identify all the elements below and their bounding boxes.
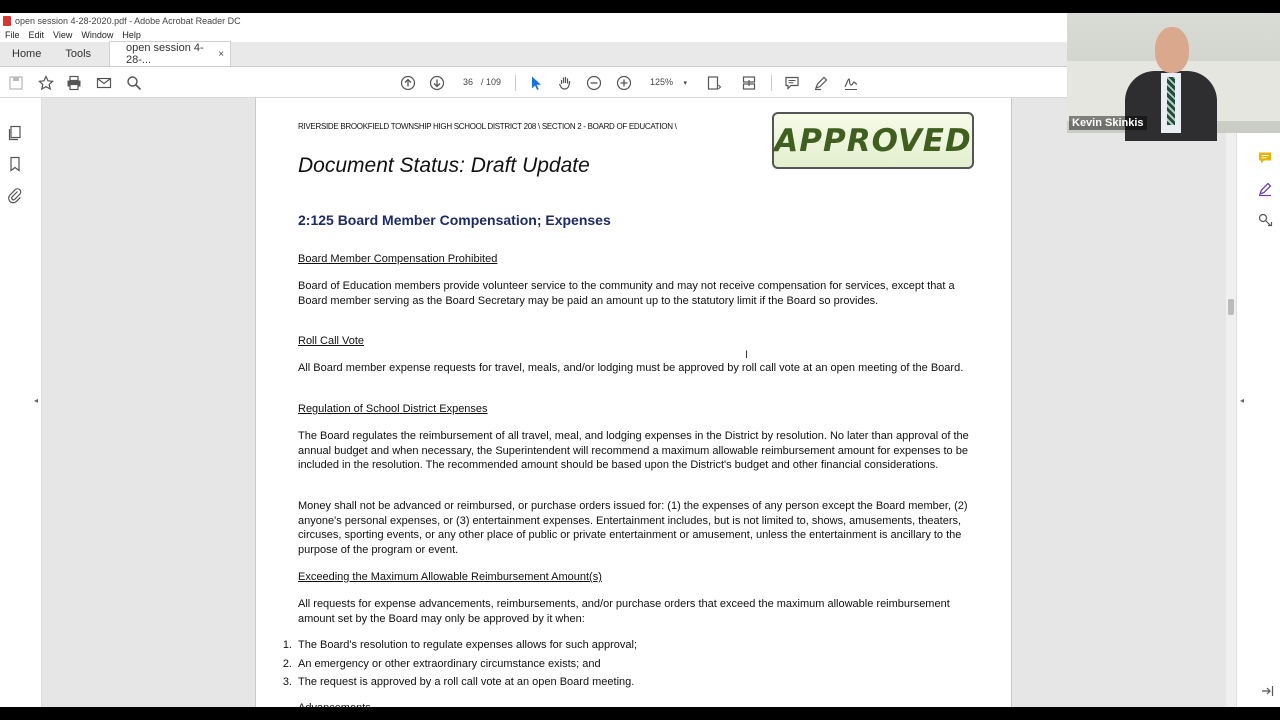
- letterbox-top: [0, 0, 1280, 13]
- chevron-down-icon: ▾: [683, 80, 688, 87]
- bookmark-star-icon[interactable]: [36, 73, 56, 93]
- collapse-right-pane-icon[interactable]: ◂: [1240, 396, 1245, 405]
- zoom-level-value: 125%: [650, 77, 674, 87]
- close-tab-icon[interactable]: ×: [218, 48, 225, 60]
- policy-title: 2:125 Board Member Compensation; Expenses: [298, 212, 611, 228]
- sign-icon[interactable]: [841, 73, 861, 93]
- menu-edit[interactable]: Edit: [28, 30, 45, 40]
- fill-sign-icon[interactable]: [1257, 181, 1273, 197]
- menu-view[interactable]: View: [53, 30, 73, 40]
- menu-help[interactable]: Help: [122, 30, 141, 40]
- attachments-icon[interactable]: [7, 187, 23, 203]
- section-paragraph: Money shall not be advanced or reimbursed, or purchase orders issued for: (1) the expenses of any person except the Board member, (2) anyone's personal expenses, or (3) entertainment expenses. Entertainment includes, but is not limited to, shows, amusements, theaters, circuses, sporting events, or any other place of public or private entertainment or amusement, unless the entertainment is ancillary to the purpose of the program or event.: [298, 500, 968, 556]
- zoom-level-select[interactable]: [644, 75, 690, 90]
- previous-page-icon[interactable]: [398, 73, 418, 93]
- page-number-input[interactable]: 36: [462, 77, 473, 87]
- list-text: The Board's resolution to regulate expenses allows for such approval;: [298, 639, 638, 651]
- page-count: / 109: [481, 77, 502, 87]
- scrollbar-thumb[interactable]: [1228, 299, 1234, 315]
- print-icon[interactable]: [64, 73, 84, 93]
- menu-window[interactable]: Window: [81, 30, 114, 40]
- speaker-figure: [1167, 77, 1175, 125]
- speaker-figure: [1155, 27, 1189, 73]
- select-cursor-icon[interactable]: [526, 73, 546, 93]
- list-number: 2.: [282, 657, 292, 670]
- section-paragraph: All requests for expense advancements, reimbursements, and/or purchase orders that exceed the maximum allowable reimbursement amount set by the Board may only be approved by it when:: [298, 598, 950, 625]
- hand-tool-icon[interactable]: [555, 73, 575, 93]
- letterbox-bottom: [0, 707, 1280, 720]
- comment-icon[interactable]: [782, 73, 802, 93]
- search-icon[interactable]: [124, 73, 144, 93]
- conditions-list: [268, 638, 948, 694]
- tab-document-label: open session 4-28-...: [126, 42, 204, 66]
- fit-page-icon[interactable]: [704, 73, 724, 93]
- scrolling-mode-icon[interactable]: [739, 73, 759, 93]
- section-paragraph: The Board regulates the reimbursement of all travel, meal, and lodging expenses in the District by resolution. No later than approval of the annual budget and when necessary, the Superintendent will recommend a maximum allowable reimbursement amount for expenses to be included in the resolution. The recommended amount should be based upon the District's budget and other financial considerations.: [298, 430, 969, 471]
- section-paragraph: All Board member expense requests for travel, meals, and/or lodging must be approved by roll call vote at an open meeting of the Board.: [298, 362, 964, 374]
- zoom-out-icon[interactable]: [584, 73, 604, 93]
- email-icon[interactable]: [94, 73, 114, 93]
- comment-tool-icon[interactable]: [1257, 150, 1273, 166]
- page-thumbnails-icon[interactable]: [7, 125, 23, 141]
- list-item: [268, 638, 948, 657]
- approved-stamp: [772, 112, 974, 169]
- document-viewer: [42, 98, 1226, 707]
- list-item: [268, 675, 948, 694]
- list-number: 3.: [282, 676, 292, 688]
- vertical-scrollbar[interactable]: [1226, 98, 1236, 707]
- toolbar-divider: [771, 75, 772, 91]
- approved-stamp-text: APPROVED: [774, 122, 972, 159]
- zoom-in-icon[interactable]: [614, 73, 634, 93]
- participant-name: Kevin Skinkis: [1069, 116, 1147, 130]
- pdf-page: [255, 98, 1012, 718]
- tab-home[interactable]: Home: [12, 47, 42, 60]
- webcam-overlay: [1067, 13, 1280, 133]
- section-paragraph: Board of Education members provide volunteer service to the community and may not receive compensation for services, except that a Board member serving as the Board Secretary may be paid an amount up to the statutory limit if the Board so provides.: [298, 280, 955, 307]
- tab-tools[interactable]: Tools: [65, 47, 92, 60]
- bookmarks-icon[interactable]: [7, 156, 23, 172]
- section-heading: Exceeding the Maximum Allowable Reimbursement Amount(s): [298, 571, 602, 583]
- list-item: [268, 657, 948, 676]
- collapse-left-pane-icon[interactable]: ◂: [34, 396, 39, 405]
- next-page-icon[interactable]: [427, 73, 447, 93]
- document-header: RIVERSIDE BROOKFIELD TOWNSHIP HIGH SCHOOL DISTRICT 208 \ SECTION 2 - BOARD OF EDUCATION \: [298, 122, 677, 131]
- list-text: The request is approved by a roll call vote at an open Board meeting.: [298, 676, 635, 688]
- expand-pane-icon[interactable]: [1259, 683, 1275, 699]
- pdf-app-icon: [3, 16, 11, 26]
- highlight-pen-icon[interactable]: [811, 73, 831, 93]
- section-heading: Board Member Compensation Prohibited: [298, 253, 498, 265]
- section-heading: Regulation of School District Expenses: [298, 403, 488, 415]
- window-title: open session 4-28-2020.pdf - Adobe Acrobat Reader DC: [15, 15, 241, 26]
- text-cursor-icon: I: [745, 349, 749, 361]
- menu-file[interactable]: File: [5, 30, 20, 40]
- more-tools-icon[interactable]: [1257, 212, 1273, 228]
- save-icon[interactable]: [6, 73, 26, 93]
- tab-document[interactable]: [109, 41, 231, 66]
- section-heading: Roll Call Vote: [298, 335, 365, 347]
- list-number: 1.: [282, 639, 292, 651]
- list-text: An emergency or other extraordinary circumstance exists; and: [298, 657, 601, 670]
- toolbar-divider: [515, 75, 516, 91]
- document-status: Document Status: Draft Update: [298, 154, 590, 177]
